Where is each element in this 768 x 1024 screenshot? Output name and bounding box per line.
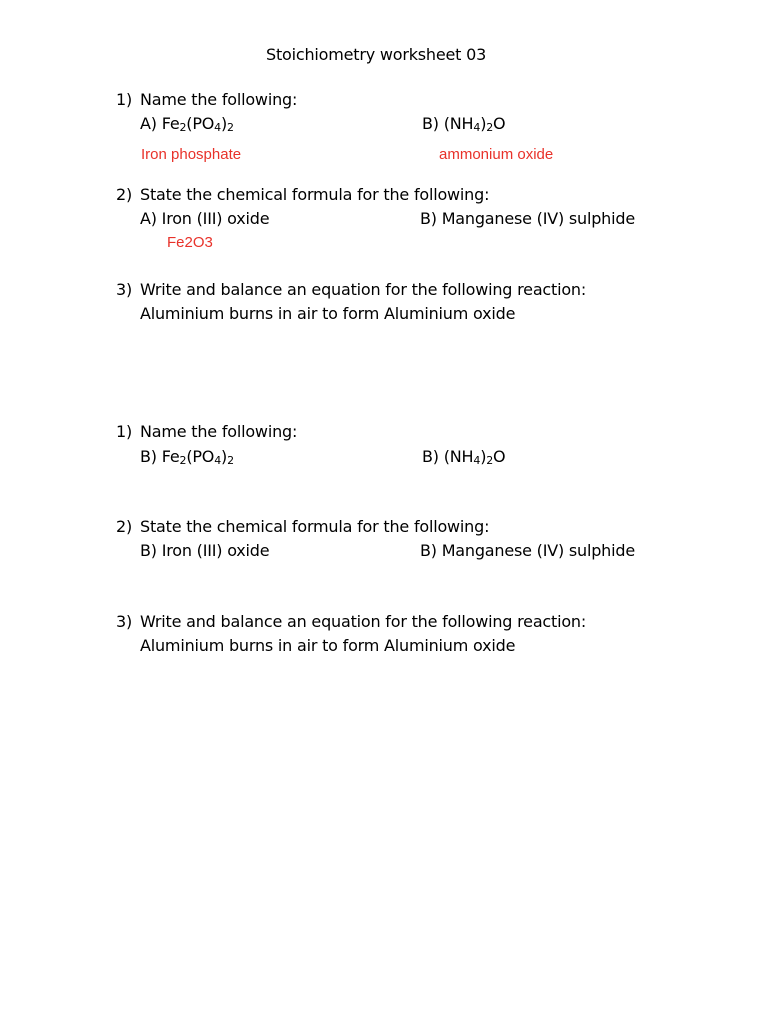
question-2-prompt: State the chemical formula for the following: bbox=[140, 517, 490, 536]
question-3-prompt: Write and balance an equation for the following reaction: bbox=[140, 280, 587, 299]
question-1-number: 1) bbox=[116, 90, 133, 109]
answer-2a: Fe2O3 bbox=[167, 234, 213, 251]
answer-1b: ammonium oxide bbox=[439, 146, 554, 163]
question-2-part-b: B) Manganese (IV) sulphide bbox=[420, 541, 635, 560]
question-1-part-b bbox=[422, 447, 505, 467]
answer-1a: Iron phosphate bbox=[141, 146, 242, 163]
question-1-part-b bbox=[422, 114, 505, 134]
question-1-number: 1) bbox=[116, 422, 133, 441]
question-2-part-a: B) Iron (III) oxide bbox=[140, 541, 270, 560]
part-label: B) bbox=[140, 447, 157, 466]
question-2-prompt: State the chemical formula for the following: bbox=[140, 185, 490, 204]
question-1-part-a bbox=[140, 114, 234, 134]
question-1-part-a bbox=[140, 447, 234, 467]
question-3-number: 3) bbox=[116, 612, 133, 631]
part-label: B) bbox=[422, 114, 439, 133]
formula: $Fe_2(PO_4)_2$ bbox=[161, 114, 234, 134]
question-2-number: 2) bbox=[116, 185, 133, 204]
question-3-line2: Aluminium burns in air to form Aluminium oxide bbox=[140, 304, 516, 323]
question-3-line2: Aluminium burns in air to form Aluminium oxide bbox=[140, 636, 516, 655]
question-2-number: 2) bbox=[116, 517, 133, 536]
part-label: A) bbox=[140, 114, 157, 133]
page-title: Stoichiometry worksheet 03 bbox=[266, 45, 487, 64]
formula: $(NH_4)_2O$ bbox=[443, 447, 506, 467]
question-1-prompt: Name the following: bbox=[140, 422, 298, 441]
question-3-prompt: Write and balance an equation for the following reaction: bbox=[140, 612, 587, 631]
question-2-part-a: A) Iron (III) oxide bbox=[140, 209, 270, 228]
part-label: B) bbox=[422, 447, 439, 466]
question-1-prompt: Name the following: bbox=[140, 90, 298, 109]
question-3-number: 3) bbox=[116, 280, 133, 299]
formula: $Fe_2(PO_4)_2$ bbox=[161, 447, 234, 467]
formula: $(NH_4)_2O$ bbox=[443, 114, 506, 134]
question-2-part-b: B) Manganese (IV) sulphide bbox=[420, 209, 635, 228]
